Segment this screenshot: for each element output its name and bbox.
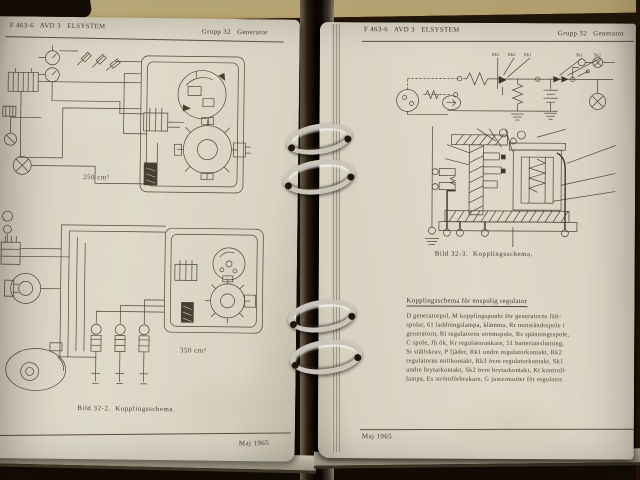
right-page-header-code: F 463-6 AVD 3 ELSYSTEM xyxy=(363,26,460,34)
wiring-diagram-350cc xyxy=(0,204,286,403)
regulator-circuit-schematic xyxy=(397,44,622,129)
engine-size-label-350: 350 cm³ xyxy=(179,346,207,355)
left-page xyxy=(0,16,300,462)
label-sk2: Sk2 xyxy=(593,52,602,58)
legend-line: generatorn, Ri regulatorns strömspole, Rs spänningsspole, xyxy=(406,330,570,339)
header-rule xyxy=(6,36,284,42)
ring-end-cap xyxy=(291,362,299,370)
figure-caption-32-2: Bild 32-2. Kopplingsschema. xyxy=(77,405,176,414)
right-page-footer-date: Maj 1965 xyxy=(361,432,393,441)
wiring-diagram-250cc xyxy=(2,42,286,203)
legend-line: C spole, Jh ök, Kr regulatorankare, 51 batterianslutning, xyxy=(406,339,565,348)
ring-end-cap xyxy=(288,144,296,152)
label-rk2: Rk2 xyxy=(507,51,516,58)
header-rule xyxy=(362,41,634,42)
label-rk1: Rk1 xyxy=(523,52,532,58)
ring-end-cap xyxy=(289,321,297,329)
legend-line: spolar, 61 laddningslampa, klämma, Rr motståndsspole i xyxy=(406,321,565,330)
ring-end-cap xyxy=(285,182,293,190)
left-page-footer-date: Maj 1965 xyxy=(238,438,270,448)
right-page-header-group: Grupp 32 Generator xyxy=(557,30,625,38)
label-rk3: Rk3 xyxy=(491,51,500,57)
legend-line: lampa, Es strömförbrukare, G justermutter för regulator. xyxy=(406,375,564,384)
figure-caption-32-3: Bild 32-3. Kopplingsschema. xyxy=(434,250,533,259)
engine-size-label-250: 250 cm³ xyxy=(82,173,110,182)
footer-rule xyxy=(360,429,634,430)
legend-paragraph xyxy=(406,311,626,384)
legend-line: undre brytarkontakt, Sk2 övre brytarkontakt, Kt kontroll- xyxy=(406,366,567,375)
legend-line: D generatorpol, M kopplingspunkt för generatorns fält- xyxy=(406,312,562,321)
left-page-header-code: F 463-6 AVD 3 ELSYSTEM xyxy=(9,22,106,31)
left-page-header-group: Grupp 32 Generator xyxy=(201,28,268,37)
legend-line: St ställskruv, P fjäder, Rk1 undre regulatorkontakt, Rk2 xyxy=(406,348,563,357)
regulator-cross-section xyxy=(417,127,624,256)
legend-line: regulatorns mittkontakt, Rk3 övre regulatorkontakt, Sk1 xyxy=(406,357,564,366)
section-heading: Kopplingsschema för enspolig regulator xyxy=(406,297,528,306)
page-curl-edges xyxy=(331,24,340,452)
footer-rule xyxy=(0,432,291,436)
binder-cover-right-edge xyxy=(636,0,640,480)
right-page xyxy=(318,22,636,460)
label-sk1: Sk1 xyxy=(575,52,584,58)
